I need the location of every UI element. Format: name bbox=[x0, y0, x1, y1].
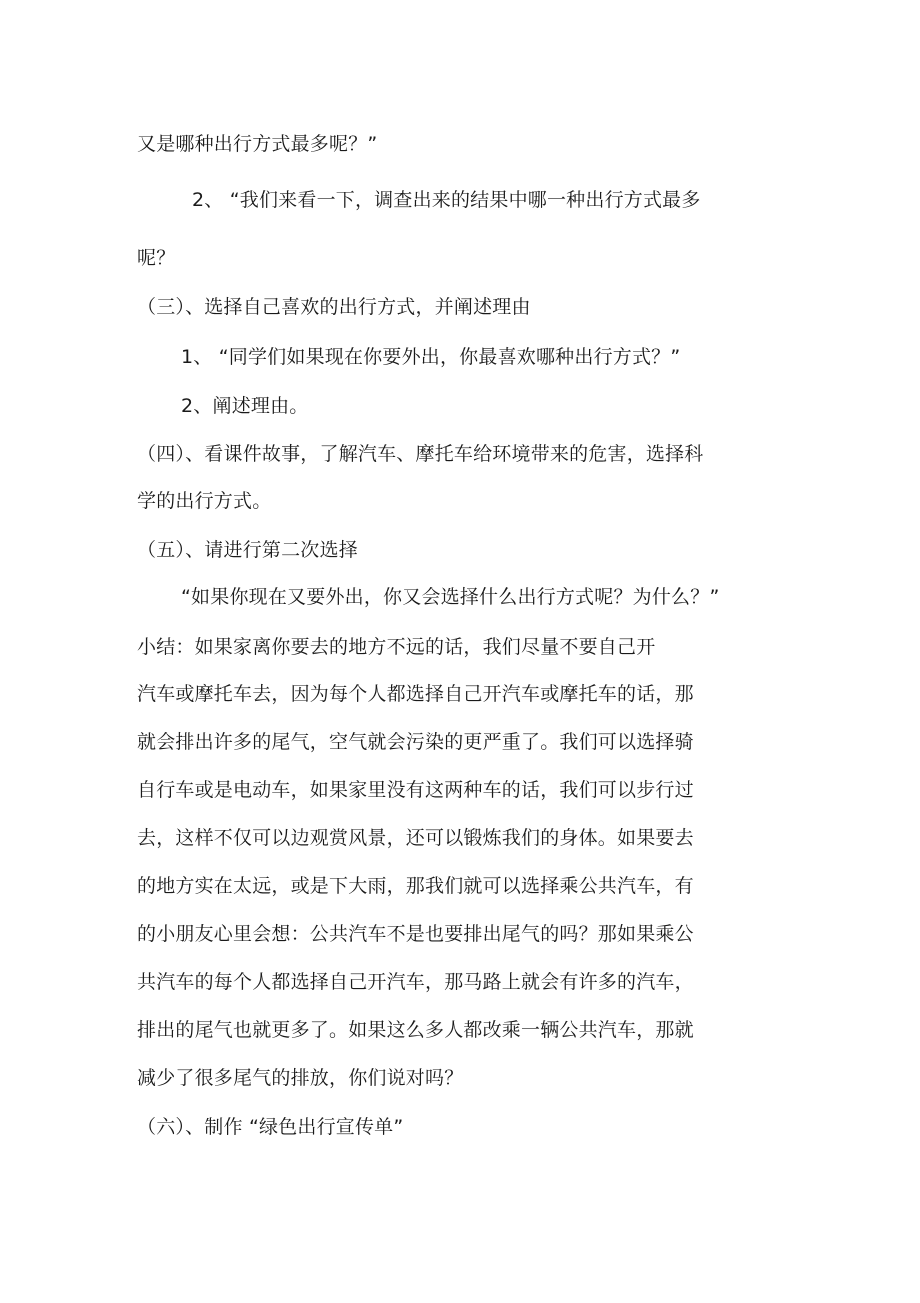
section-heading: （三）、选择自己喜欢的出行方式，并阐述理由 bbox=[137, 296, 531, 318]
text-line: 2、 “我们来看一下，调查出来的结果中哪一种出行方式最多 bbox=[192, 189, 701, 211]
section-heading: （四）、看课件故事，了解汽车、摩托车给环境带来的危害，选择科 bbox=[137, 443, 704, 465]
text-line: 2、阐述理由。 bbox=[181, 395, 309, 417]
summary-line: 减少了很多尾气的排放，你们说对吗？ bbox=[137, 1067, 464, 1089]
summary-line: 去，这样不仅可以边观赏风景，还可以锻炼我们的身体。如果要去 bbox=[137, 827, 694, 849]
summary-line: 排出的尾气也就更多了。如果这么多人都改乘一辆公共汽车，那就 bbox=[137, 1019, 694, 1041]
summary-line: 小结：如果家离你要去的地方不远的话，我们尽量不要自己开 bbox=[137, 636, 656, 658]
summary-line: 自行车或是电动车，如果家里没有这两种车的话，我们可以步行过 bbox=[137, 779, 694, 801]
text-line: 呢？ bbox=[137, 247, 176, 269]
section-heading: （五）、请进行第二次选择 bbox=[137, 539, 358, 561]
summary-line: 共汽车的每个人都选择自己开汽车，那马路上就会有许多的汽车， bbox=[137, 971, 694, 993]
text-line: 学的出行方式。 bbox=[137, 490, 272, 512]
text-line: “如果你现在又要外出，你又会选择什么出行方式呢？为什么？” bbox=[181, 586, 720, 608]
summary-line: 汽车或摩托车去，因为每个人都选择自己开汽车或摩托车的话，那 bbox=[137, 683, 694, 705]
summary-line: 的地方实在太远，或是下大雨，那我们就可以选择乘公共汽车，有 bbox=[137, 875, 694, 897]
text-line: 1、 “同学们如果现在你要外出，你最喜欢哪种出行方式？” bbox=[181, 346, 681, 368]
text-line: 又是哪种出行方式最多呢？” bbox=[137, 133, 378, 155]
summary-line: 的小朋友心里会想：公共汽车不是也要排出尾气的吗？那如果乘公 bbox=[137, 923, 694, 945]
summary-line: 就会排出许多的尾气，空气就会污染的更严重了。我们可以选择骑 bbox=[137, 731, 694, 753]
section-heading: （六）、制作 “绿色出行宣传单” bbox=[137, 1116, 404, 1138]
